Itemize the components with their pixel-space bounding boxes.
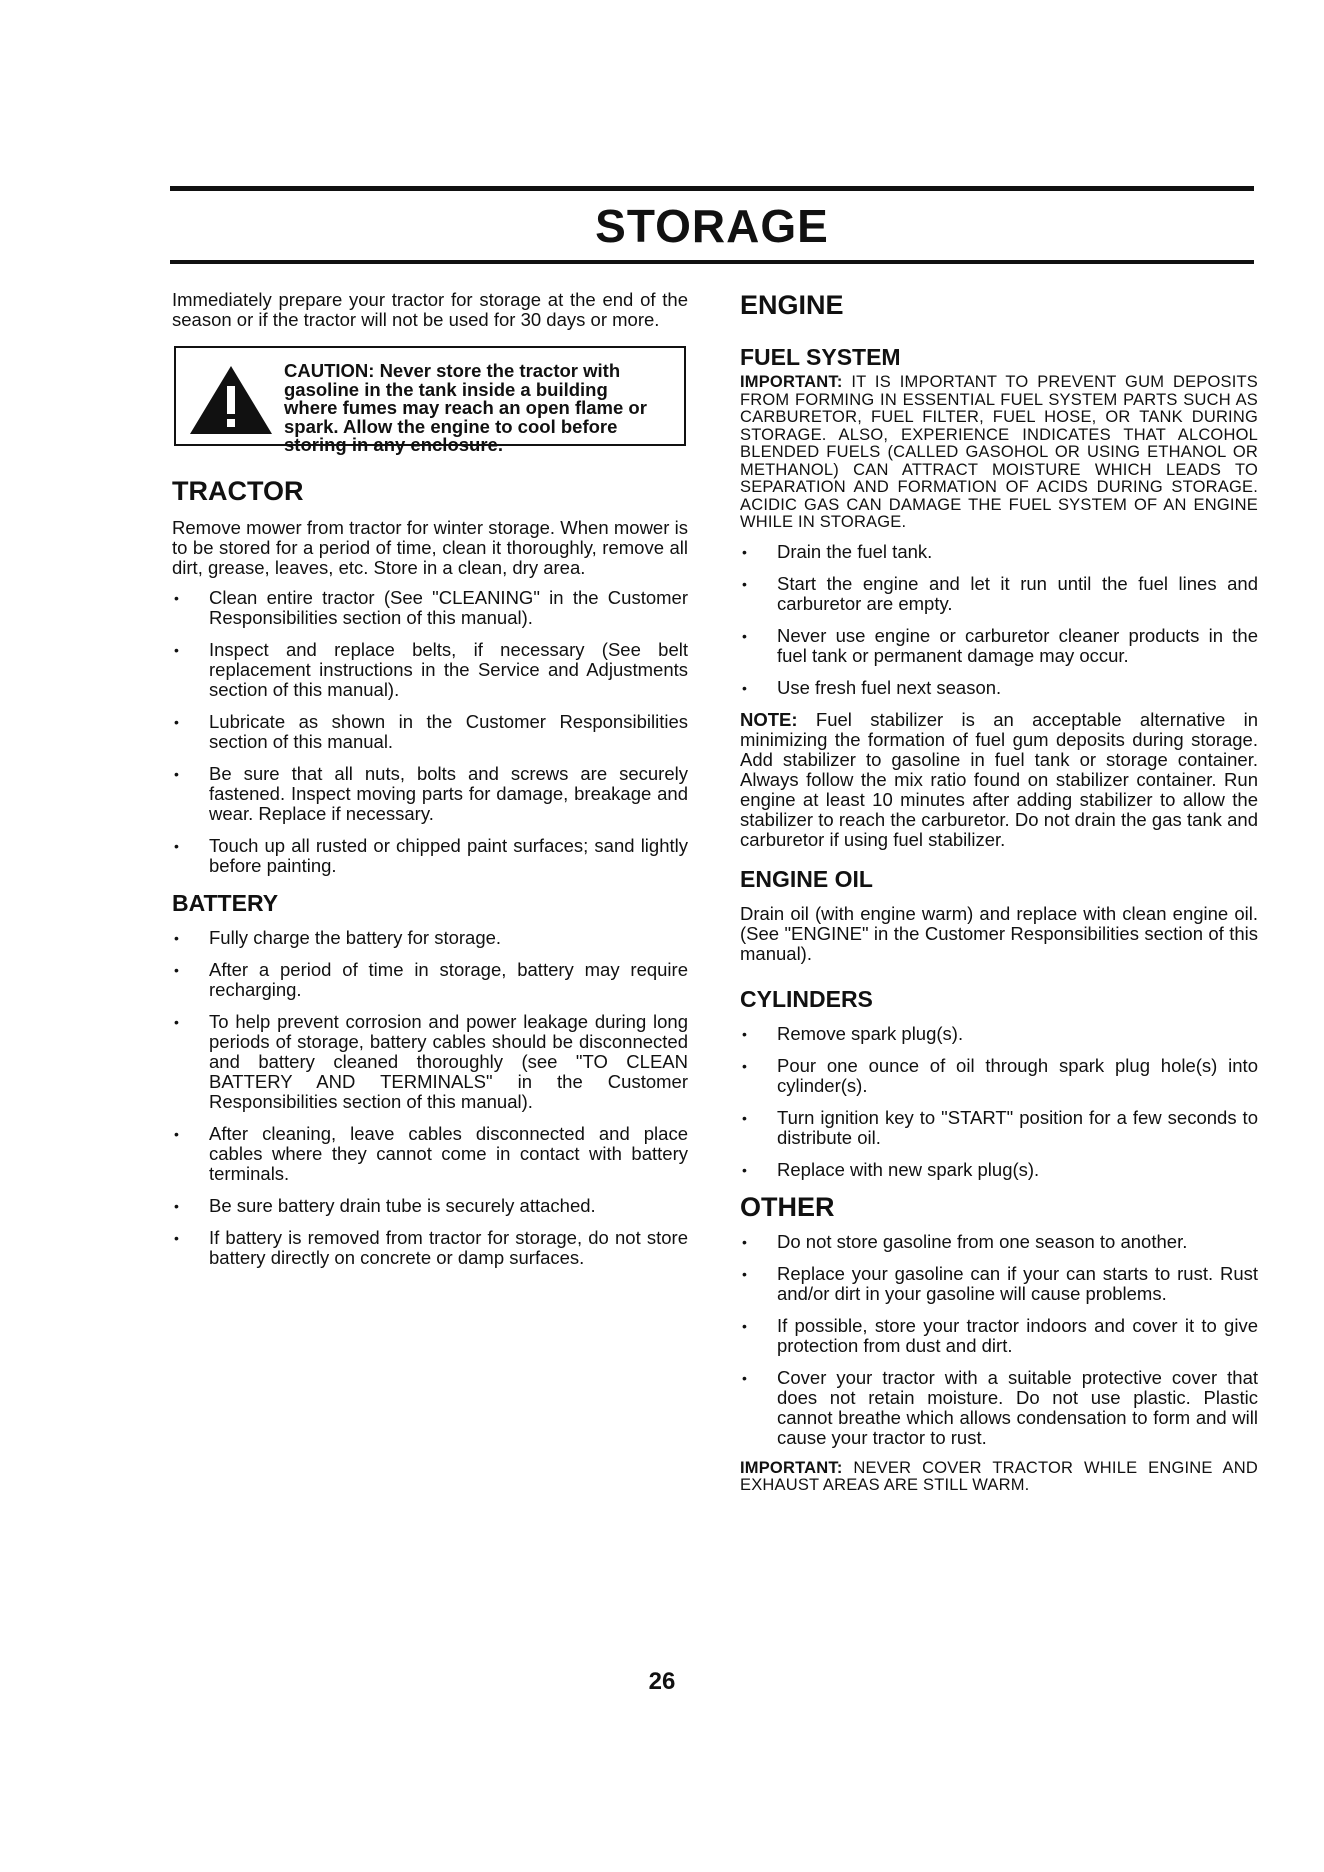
other-heading: OTHER [740, 1191, 835, 1222]
tractor-paragraph: Remove mower from tractor for winter storage. When mower is to be stored for a period of time, clean it thoroughly, remove all dirt, grease, leaves, etc. Store in a clean, dry area. [172, 517, 688, 578]
intro-paragraph: Immediately prepare your tractor for storage at the end of the season or if the tractor will not be used for 30 days or more. [172, 289, 688, 330]
list-item: • Use fresh fuel next season. [740, 678, 1258, 698]
list-item: • Be sure battery drain tube is securely attached. [172, 1196, 688, 1216]
engine-heading: ENGINE [740, 290, 844, 320]
important-label: IMPORTANT: [740, 1458, 843, 1477]
list-item: • Start the engine and let it run until the fuel lines and carburetor are empty. [740, 574, 1258, 614]
list-item: • Never use engine or carburetor cleaner products in the fuel tank or permanent damage may occur. [740, 626, 1258, 666]
left-column [172, 290, 688, 1280]
list-item: • Do not store gasoline from one season to another. [740, 1232, 1258, 1252]
note-text: Fuel stabilizer is an acceptable alternative in minimizing the formation of fuel gum deposits during storage. Add stabilizer to gasoline in fuel tank or storage container. Always follow the mix ratio found on stabilizer container. Run engine at least 10 minutes after adding stabilizer to allow the stabilizer to reach the carburetor. Do not drain the gas tank and carburetor if using fuel stabilizer. [740, 708, 1259, 850]
list-item: • To help prevent corrosion and power leakage during long periods of storage, battery cables should be disconnected and battery cleaned thoroughly (see "TO CLEAN BATTERY AND TERMINALS" in the Customer Responsibilities section of this manual). [172, 1012, 688, 1112]
fuel-important-paragraph [740, 374, 1258, 532]
list-item: • Replace with new spark plug(s). [740, 1160, 1258, 1180]
cylinders-heading: CYLINDERS [740, 985, 873, 1012]
note-label: NOTE: [740, 708, 798, 730]
important-text: IT IS IMPORTANT TO PREVENT GUM DEPOSITS FROM FORMING IN ESSENTIAL FUEL SYSTEM PARTS SUCH AS CARBURETOR, FUEL FILTER, FUEL HOSE, OR TANK DURING STORAGE. ALSO, EXPERIENCE INDICATES THAT ALCOHOL BLENDED FUELS (CALLED GASOHOL OR USING ETHANOL OR METHANOL) CAN ATTRACT MOISTURE WHICH LEADS TO SEPARATION AND FORMATION OF ACIDS DURING STORAGE. ACIDIC GAS CAN DAMAGE THE FUEL SYSTEM OF AN ENGINE WHILE IN STORAGE. [740, 373, 1258, 531]
other-important-paragraph [740, 1460, 1258, 1495]
list-item: • Turn ignition key to "START" position for a few seconds to distribute oil. [740, 1108, 1258, 1148]
battery-list [172, 928, 688, 1268]
page-number: 26 [648, 1668, 676, 1695]
header-rule-top [170, 186, 1254, 191]
list-item: • Clean entire tractor (See "CLEANING" in the Customer Responsibilities section of this manual). [172, 588, 688, 628]
fuel-note-paragraph [740, 710, 1258, 850]
list-item: • If battery is removed from tractor for storage, do not store battery directly on concrete or damp surfaces. [172, 1228, 688, 1268]
header-rule-bottom [170, 260, 1254, 264]
important-text: NEVER COVER TRACTOR WHILE ENGINE AND EXHAUST AREAS ARE STILL WARM. [740, 1458, 1258, 1494]
important-label: IMPORTANT: [740, 373, 843, 391]
list-item: • If possible, store your tractor indoors and cover it to give protection from dust and dirt. [740, 1316, 1258, 1356]
list-item: • Touch up all rusted or chipped paint surfaces; sand lightly before painting. [172, 836, 688, 876]
other-list [740, 1232, 1258, 1448]
warning-icon [188, 364, 274, 436]
battery-heading: BATTERY [172, 890, 279, 916]
list-item: • Cover your tractor with a suitable protective cover that does not retain moisture. Do not use plastic. Plastic cannot breathe which allows condensation to form and will cause your tractor to rust. [740, 1368, 1258, 1448]
list-item: • After cleaning, leave cables disconnected and place cables where they cannot come in contact with battery terminals. [172, 1124, 688, 1184]
page-title: STORAGE [595, 200, 829, 252]
fuel-system-list [740, 542, 1258, 698]
list-item: • Lubricate as shown in the Customer Responsibilities section of this manual. [172, 712, 688, 752]
cylinders-list [740, 1024, 1258, 1180]
list-item: • Replace your gasoline can if your can starts to rust. Rust and/or dirt in your gasoline will cause problems. [740, 1264, 1258, 1304]
list-item: • After a period of time in storage, battery may require recharging. [172, 960, 688, 1000]
list-item: • Drain the fuel tank. [740, 542, 1258, 562]
tractor-list [172, 588, 688, 876]
list-item: • Fully charge the battery for storage. [172, 928, 688, 948]
list-item: • Remove spark plug(s). [740, 1024, 1258, 1044]
tractor-heading: TRACTOR [172, 476, 304, 506]
list-item: • Be sure that all nuts, bolts and screws are securely fastened. Inspect moving parts for damage, breakage and wear. Replace if necessary. [172, 764, 688, 824]
fuel-system-heading: FUEL SYSTEM [740, 344, 901, 370]
right-column [740, 290, 1258, 1505]
engine-oil-paragraph: Drain oil (with engine warm) and replace with clean engine oil. (See "ENGINE" in the Customer Responsibilities section of this manual). [740, 902, 1258, 964]
caution-text: CAUTION: Never store the tractor with gasoline in the tank inside a building where fumes may reach an open flame or spark. Allow the engine to cool before storing in any enclosure. [284, 360, 647, 455]
caution-box [174, 346, 686, 455]
list-item: • Inspect and replace belts, if necessary (See belt replacement instructions in the Service and Adjustments section of this manual). [172, 640, 688, 700]
engine-oil-heading: ENGINE OIL [740, 865, 873, 892]
list-item: • Pour one ounce of oil through spark plug hole(s) into cylinder(s). [740, 1056, 1258, 1096]
